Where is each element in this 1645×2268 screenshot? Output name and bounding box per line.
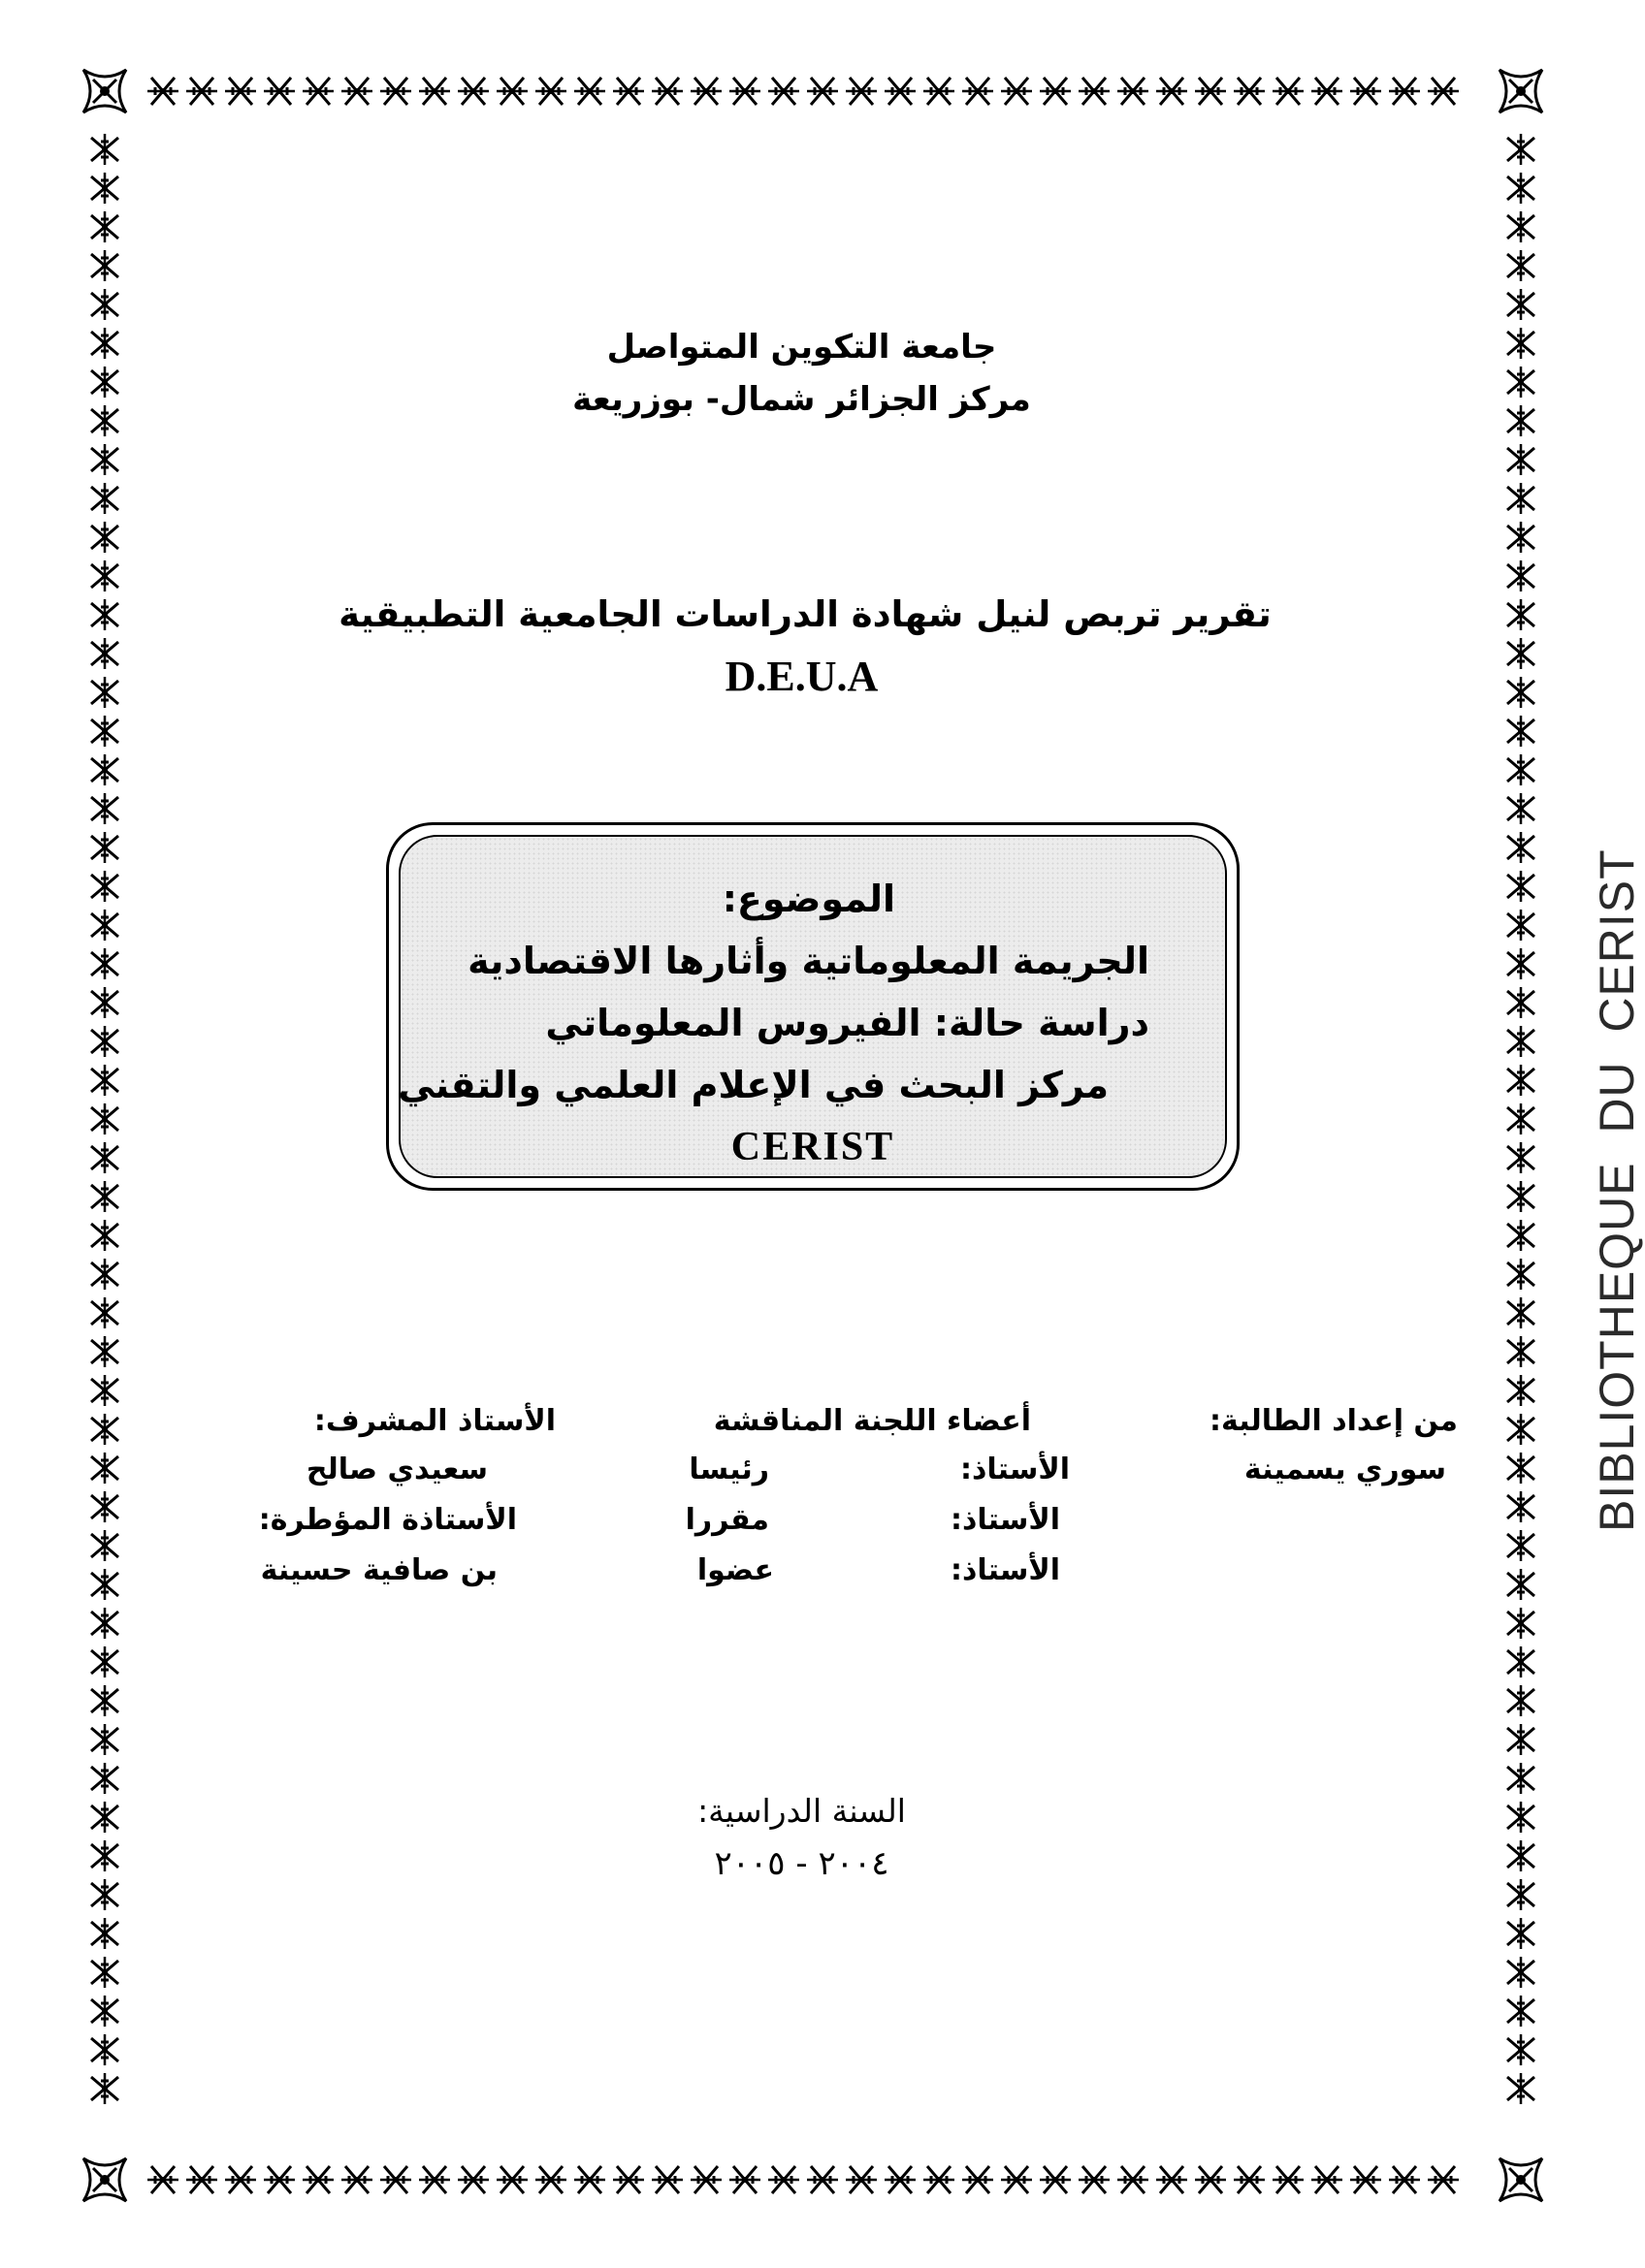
border-ornament: [1507, 173, 1534, 204]
border-ornament: [458, 2166, 489, 2193]
border-ornament: [1117, 2166, 1148, 2193]
border-ornament: [497, 78, 528, 105]
border-ornament: [91, 754, 118, 785]
border-ornament: [1507, 1491, 1534, 1522]
border-ornament: [458, 78, 489, 105]
border-ornament: [91, 910, 118, 941]
border-ornament: [341, 2166, 372, 2193]
border-ornament: [91, 1103, 118, 1134]
student-label: من إعداد الطالبة:: [1210, 1404, 1458, 1438]
border-ornament: [91, 1530, 118, 1561]
border-ornament: [264, 2166, 295, 2193]
border-ornament: [923, 78, 954, 105]
border-ornament: [1507, 134, 1534, 165]
border-ornament: [1311, 2166, 1342, 2193]
border-ornament: [846, 2166, 877, 2193]
border-ornament: [91, 1608, 118, 1639]
border-ornament: [91, 1026, 118, 1057]
border-ornament: [91, 871, 118, 902]
border-ornament: [91, 522, 118, 553]
border-ornament: [91, 1142, 118, 1173]
border-ornament: [91, 1569, 118, 1600]
border-ornament: [768, 2166, 799, 2193]
border-ornament: [1507, 716, 1534, 747]
border-ornament: [91, 1065, 118, 1096]
border-ornament: [91, 1181, 118, 1212]
border-ornament: [1507, 1181, 1534, 1212]
committee-member-role: مقررا: [685, 1503, 769, 1537]
border-ornament: [497, 2166, 528, 2193]
border-ornament: [91, 2034, 118, 2065]
border-ornament: [807, 78, 838, 105]
border-ornament: [225, 2166, 256, 2193]
border-ornament: [613, 2166, 644, 2193]
border-ornament: [1507, 289, 1534, 320]
border-ornament: [1507, 1569, 1534, 1600]
border-ornament: [1507, 987, 1534, 1018]
border-ornament: [729, 78, 760, 105]
border-ornament: [1507, 1375, 1534, 1406]
border-ornament: [1507, 1453, 1534, 1484]
border-ornament: [1507, 1220, 1534, 1251]
supervisor-name: سعيدي صالح: [306, 1453, 488, 1486]
border-ornament: [807, 2166, 838, 2193]
border-ornament: [729, 2166, 760, 2193]
border-ornament: [1389, 78, 1420, 105]
border-ornament: [768, 78, 799, 105]
corner-ornament: [1500, 2158, 1542, 2201]
border-ornament: [91, 1414, 118, 1445]
committee-member-role: عضوا: [696, 1553, 774, 1587]
border-ornament: [1234, 2166, 1265, 2193]
border-ornament: [1507, 483, 1534, 514]
border-ornament: [1156, 2166, 1187, 2193]
subject-title: الجريمة المعلوماتية وأثارها الاقتصادية: [468, 940, 1149, 982]
border-ornament: [264, 78, 295, 105]
border-ornament: [1507, 1685, 1534, 1716]
border-ornament: [91, 1453, 118, 1484]
border-ornament: [1507, 2073, 1534, 2104]
academic-year-label: السنة الدراسية:: [697, 1792, 906, 1830]
border-ornament: [885, 78, 916, 105]
border-ornament: [91, 1491, 118, 1522]
border-ornament: [91, 1685, 118, 1716]
border-ornament: [1428, 78, 1459, 105]
border-ornament: [574, 78, 605, 105]
case-study: دراسة حالة: الفيروس المعلوماتي: [545, 1002, 1149, 1044]
border-ornament: [1040, 78, 1071, 105]
research-center: مركز البحث في الإعلام العلمي والتقني: [398, 1064, 1109, 1106]
border-ornament: [1507, 1724, 1534, 1755]
border-ornament: [691, 2166, 722, 2193]
supervisor-label: الأستاذ المشرف:: [313, 1404, 556, 1438]
border-ornament: [1507, 754, 1534, 785]
border-ornament: [1507, 2034, 1534, 2065]
border-ornament: [1507, 1297, 1534, 1328]
border-ornament: [380, 78, 411, 105]
border-ornament: [962, 2166, 993, 2193]
committee-member-role: رئيسا: [689, 1453, 769, 1486]
subject-box-inner: [399, 835, 1227, 1178]
border-ornament: [1507, 871, 1534, 902]
border-ornament: [341, 78, 372, 105]
border-ornament: [91, 211, 118, 242]
border-ornament: [574, 2166, 605, 2193]
corner-ornament: [1500, 70, 1542, 112]
border-ornament: [1507, 444, 1534, 475]
border-ornament: [419, 2166, 450, 2193]
border-ornament: [1001, 2166, 1032, 2193]
border-ornament: [91, 832, 118, 863]
border-ornament: [147, 2166, 178, 2193]
border-ornament: [1079, 2166, 1110, 2193]
border-ornament: [91, 1957, 118, 1988]
committee-label: أعضاء اللجنة المناقشة: [713, 1404, 1031, 1438]
border-ornament: [91, 134, 118, 165]
library-watermark: BIBLIOTHEQUE DU CERIST: [1590, 848, 1644, 1532]
border-ornament: [91, 2073, 118, 2104]
border-ornament: [1156, 78, 1187, 105]
border-ornament: [1507, 1646, 1534, 1677]
border-ornament: [91, 1259, 118, 1290]
border-ornament: [1428, 2166, 1459, 2193]
subject-box: [386, 822, 1240, 1191]
committee-member-title: الأستاذ:: [959, 1453, 1070, 1486]
border-ornament: [91, 1220, 118, 1251]
border-ornament: [652, 78, 683, 105]
border-ornament: [1507, 910, 1534, 941]
student-name: سوري يسمينة: [1243, 1453, 1446, 1486]
border-ornament: [1507, 1026, 1534, 1057]
border-ornament: [1350, 78, 1381, 105]
border-ornament: [91, 1879, 118, 1910]
border-ornament: [91, 948, 118, 979]
border-ornament: [1311, 78, 1342, 105]
border-ornament: [1389, 2166, 1420, 2193]
committee-member-title: الأستاذ:: [950, 1503, 1060, 1537]
border-ornament: [1507, 1103, 1534, 1134]
border-ornament: [1507, 1530, 1534, 1561]
border-ornament: [1001, 78, 1032, 105]
subject-label: الموضوع:: [722, 878, 895, 920]
border-ornament: [1507, 1336, 1534, 1367]
border-ornament: [1350, 2166, 1381, 2193]
border-ornament: [91, 793, 118, 824]
border-ornament: [186, 2166, 217, 2193]
border-ornament: [1507, 1608, 1534, 1639]
border-ornament: [923, 2166, 954, 2193]
border-ornament: [1273, 2166, 1304, 2193]
border-ornament: [691, 78, 722, 105]
border-ornament: [91, 1763, 118, 1794]
border-ornament: [535, 78, 566, 105]
border-ornament: [1507, 793, 1534, 824]
border-ornament: [1195, 2166, 1226, 2193]
border-ornament: [1507, 832, 1534, 863]
border-ornament: [613, 78, 644, 105]
border-ornament: [962, 78, 993, 105]
border-ornament: [91, 173, 118, 204]
report-title: تقرير تربص لنيل شهادة الدراسات الجامعية التطبيقية: [339, 593, 1272, 635]
border-ornament: [91, 483, 118, 514]
border-ornament: [225, 78, 256, 105]
border-ornament: [303, 78, 334, 105]
border-ornament: [652, 2166, 683, 2193]
border-ornament: [91, 1375, 118, 1406]
border-ornament: [1507, 1142, 1534, 1173]
border-ornament: [1507, 1957, 1534, 1988]
border-ornament: [1507, 1879, 1534, 1910]
border-ornament: [1079, 78, 1110, 105]
border-ornament: [91, 444, 118, 475]
border-ornament: [91, 987, 118, 1018]
cerist-acronym: CERIST: [730, 1125, 895, 1169]
border-ornament: [1507, 211, 1534, 242]
border-ornament: [91, 1336, 118, 1367]
border-ornament: [303, 2166, 334, 2193]
co-supervisor-name: بن صافية حسينة: [260, 1553, 498, 1587]
committee-member-title: الأستاذ:: [950, 1553, 1060, 1587]
co-supervisor-label: الأستاذة المؤطرة:: [258, 1503, 517, 1537]
border-ornament: [91, 560, 118, 591]
border-ornament: [91, 289, 118, 320]
border-ornament: [1040, 2166, 1071, 2193]
border-ornament: [1507, 1259, 1534, 1290]
border-ornament: [1507, 1996, 1534, 2027]
border-ornament: [91, 1297, 118, 1328]
border-ornament: [1273, 78, 1304, 105]
degree-acronym: D.E.U.A: [725, 653, 879, 700]
border-ornament: [1507, 1065, 1534, 1096]
border-ornament: [419, 78, 450, 105]
border-ornament: [1117, 78, 1148, 105]
border-ornament: [1507, 1414, 1534, 1445]
corner-ornament: [83, 2158, 126, 2201]
border-ornament: [380, 2166, 411, 2193]
border-ornament: [1507, 560, 1534, 591]
border-ornament: [1507, 948, 1534, 979]
border-ornament: [885, 2166, 916, 2193]
border-ornament: [91, 1646, 118, 1677]
center-name: مركز الجزائر شمال- بوزريعة: [572, 380, 1031, 419]
border-ornament: [1234, 78, 1265, 105]
border-ornament: [91, 1918, 118, 1949]
border-ornament: [1507, 1763, 1534, 1794]
border-ornament: [846, 78, 877, 105]
border-ornament: [147, 78, 178, 105]
border-ornament: [91, 1724, 118, 1755]
corner-ornament: [83, 70, 126, 112]
border-ornament: [1507, 1918, 1534, 1949]
border-ornament: [535, 2166, 566, 2193]
border-ornament: [1195, 78, 1226, 105]
border-ornament: [1507, 522, 1534, 553]
university-name: جامعة التكوين المتواصل: [606, 328, 997, 367]
border-ornament: [1507, 250, 1534, 281]
border-ornament: [91, 1996, 118, 2027]
border-ornament: [91, 250, 118, 281]
border-ornament: [186, 78, 217, 105]
academic-year-value: ٢٠٠٤ - ٢٠٠٥: [714, 1844, 889, 1883]
border-ornament: [91, 716, 118, 747]
